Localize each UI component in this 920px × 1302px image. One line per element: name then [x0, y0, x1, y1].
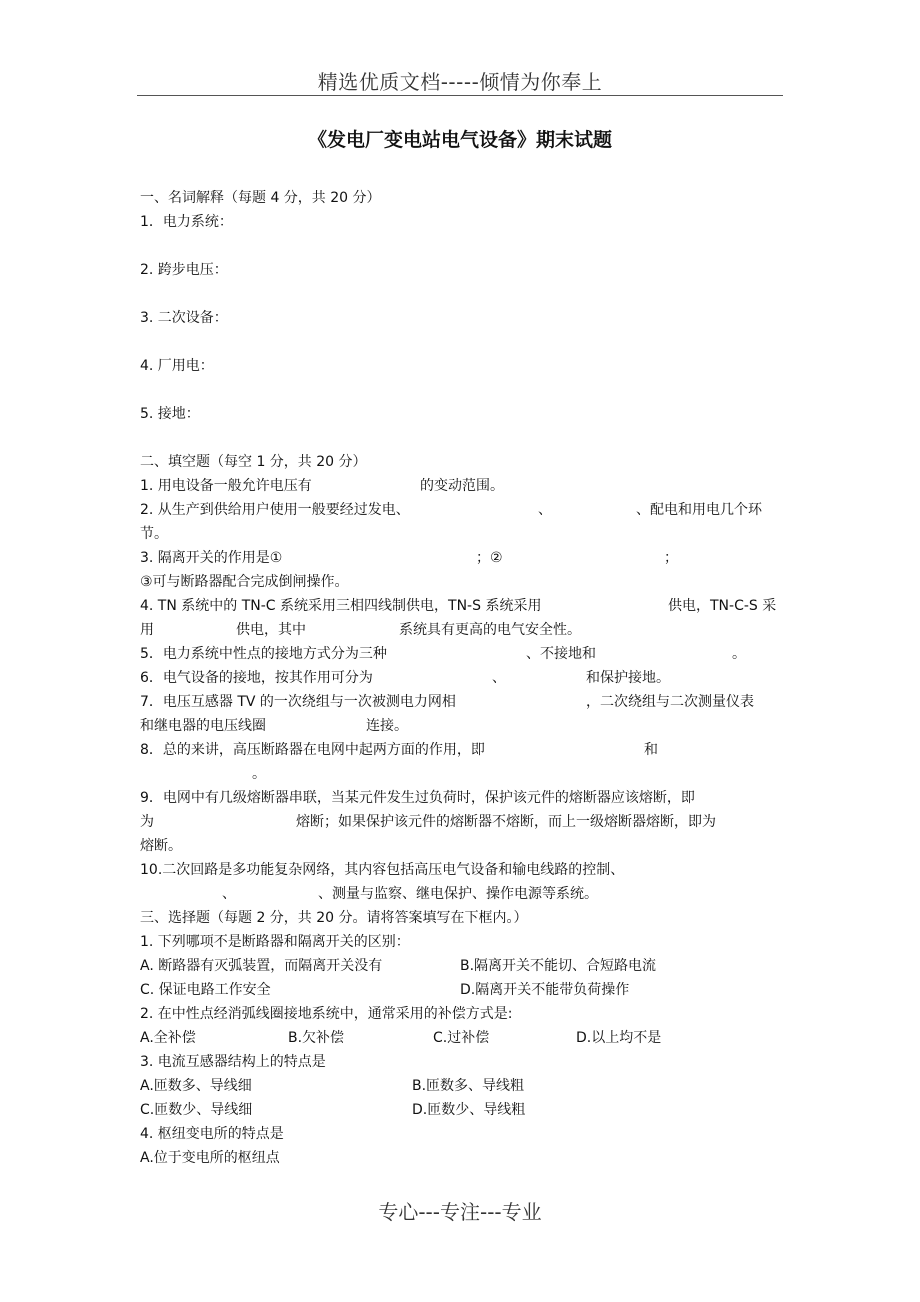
- fill-q3-part: 3. 隔离开关的作用是①: [140, 550, 283, 566]
- option-b: B.欠补偿: [288, 1030, 345, 1046]
- exam-title: 《发电厂变电站电气设备》期末试题: [307, 129, 612, 151]
- option-a: A.匝数多、导线细: [140, 1078, 252, 1094]
- fill-q7-part: 7．电压互感器 TV 的一次绕组与一次被测电力网相: [140, 694, 456, 710]
- fill-q4-part: 供电，其中: [236, 622, 306, 638]
- option-a: A.全补偿: [140, 1030, 196, 1046]
- fill-q9: 9．电网中有几级熔断器串联，当某元件发生过负荷时，保护该元件的熔断器应该熔断，即: [140, 790, 695, 806]
- fill-q9-part: 为: [140, 814, 154, 830]
- term-item: 1．电力系统：: [140, 214, 233, 230]
- term-item: 5. 接地：: [140, 406, 200, 422]
- choice-q2-options: [140, 1026, 782, 1050]
- fill-q6-part: 和保护接地。: [586, 670, 670, 686]
- fill-q7: [140, 690, 782, 714]
- fill-q1: [140, 474, 782, 498]
- fill-q2-part: 、: [538, 502, 552, 518]
- fill-q7-part: 连接。: [366, 718, 408, 734]
- choice-q3-options: [140, 1098, 782, 1122]
- fill-q4-part: 4. TN 系统中的 TN-C 系统采用三相四线制供电，TN-S 系统采用: [140, 598, 542, 614]
- section3-heading: 三、选择题（每题 2 分，共 20 分。请将答案填写在下框内。）: [140, 910, 528, 926]
- option-c: C.过补偿: [433, 1030, 490, 1046]
- fill-q4-part: 供电，TN-C-S 采: [668, 598, 777, 614]
- fill-q5-part: 5．电力系统中性点的接地方式分为三种: [140, 646, 387, 662]
- section2-heading: 二、填空题（每空 1 分，共 20 分）: [140, 454, 367, 470]
- option-c: C.匝数少、导线细: [140, 1102, 253, 1118]
- fill-q1-part: 的变动范围。: [420, 478, 504, 494]
- fill-q10: 10.二次回路是多功能复杂网络，其内容包括高压电气设备和输电线路的控制、: [140, 862, 625, 878]
- fill-q3-part: ；②: [476, 550, 503, 566]
- page-footer: 专心---专注---专业: [378, 1200, 542, 1224]
- option-d: D.隔离开关不能带负荷操作: [460, 982, 630, 998]
- fill-q4-part: 用: [140, 622, 154, 638]
- fill-q9-part: 熔断；如果保护该元件的熔断器不熔断，而上一级熔断器熔断，即为: [296, 814, 716, 830]
- fill-q4-cont: [140, 618, 782, 642]
- fill-q3: [140, 546, 782, 570]
- fill-q2-part: 2. 从生产到供给用户使用一般要经过发电、: [140, 502, 410, 518]
- choice-q4-stem: 4. 枢纽变电所的特点是: [140, 1126, 284, 1142]
- fill-q7-cont: [140, 714, 782, 738]
- option-c: C. 保证电路工作安全: [140, 982, 271, 998]
- section1-heading: 一、名词解释（每题 4 分，共 20 分）: [140, 190, 381, 206]
- choice-q3-options: [140, 1074, 782, 1098]
- fill-q10-part: 、: [222, 886, 236, 902]
- option-b: B.隔离开关不能切、合短路电流: [460, 958, 657, 974]
- fill-q10-cont: [140, 882, 782, 906]
- fill-q2: [140, 498, 782, 522]
- fill-q2-cont: 节。: [140, 526, 168, 542]
- fill-q2-part: 、配电和用电几个环: [636, 502, 762, 518]
- fill-q6-part: 、: [492, 670, 506, 686]
- fill-q7-part: 和继电器的电压线圈: [140, 718, 266, 734]
- fill-q5: [140, 642, 782, 666]
- option-a: A. 断路器有灭弧装置，而隔离开关没有: [140, 958, 383, 974]
- fill-q8: [140, 738, 782, 762]
- option-b: B.匝数多、导线粗: [412, 1078, 525, 1094]
- term-item: 2. 跨步电压：: [140, 262, 228, 278]
- choice-q4-options: [140, 1146, 782, 1170]
- fill-q8-part: 8．总的来讲，高压断路器在电网中起两方面的作用，即: [140, 742, 485, 758]
- fill-q1-part: 1. 用电设备一般允许电压有: [140, 478, 312, 494]
- choice-q1-options: [140, 978, 782, 1002]
- fill-q7-part: ，二次绕组与二次测量仪表: [586, 694, 754, 710]
- page-header: 精选优质文档-----倾情为你奉上: [317, 70, 603, 94]
- fill-q6: [140, 666, 782, 690]
- option-d: D.以上均不是: [576, 1030, 662, 1046]
- option-a: A.位于变电所的枢纽点: [140, 1150, 280, 1166]
- fill-q4-part: 系统具有更高的电气安全性。: [399, 622, 581, 638]
- choice-q2-stem: 2. 在中性点经消弧线圈接地系统中，通常采用的补偿方式是:: [140, 1006, 513, 1022]
- fill-q3-cont: ③可与断路器配合完成倒闸操作。: [140, 574, 349, 590]
- fill-q9-cont2: 熔断。: [140, 838, 182, 854]
- choice-q1-stem: 1. 下列哪项不是断路器和隔离开关的区别：: [140, 934, 410, 950]
- fill-q8-part: 。: [252, 766, 266, 782]
- fill-q8-cont: [140, 762, 782, 786]
- fill-q8-part: 和: [644, 742, 658, 758]
- fill-q10-part: 、测量与监察、继电保护、操作电源等系统。: [318, 886, 598, 902]
- term-item: 3. 二次设备：: [140, 310, 228, 326]
- choice-q3-stem: 3. 电流互感器结构上的特点是: [140, 1054, 326, 1070]
- fill-q5-part: 、不接地和: [526, 646, 596, 662]
- fill-q4: [140, 594, 782, 618]
- option-d: D.匝数少、导线粗: [412, 1102, 526, 1118]
- fill-q3-part: ；: [664, 550, 678, 566]
- header-divider: [137, 95, 783, 96]
- term-item: 4. 厂用电：: [140, 358, 214, 374]
- choice-q1-options: [140, 954, 782, 978]
- exam-body: [140, 186, 782, 1170]
- fill-q9-cont: [140, 810, 782, 834]
- fill-q6-part: 6．电气设备的接地，按其作用可分为: [140, 670, 373, 686]
- fill-q5-part: 。: [732, 646, 746, 662]
